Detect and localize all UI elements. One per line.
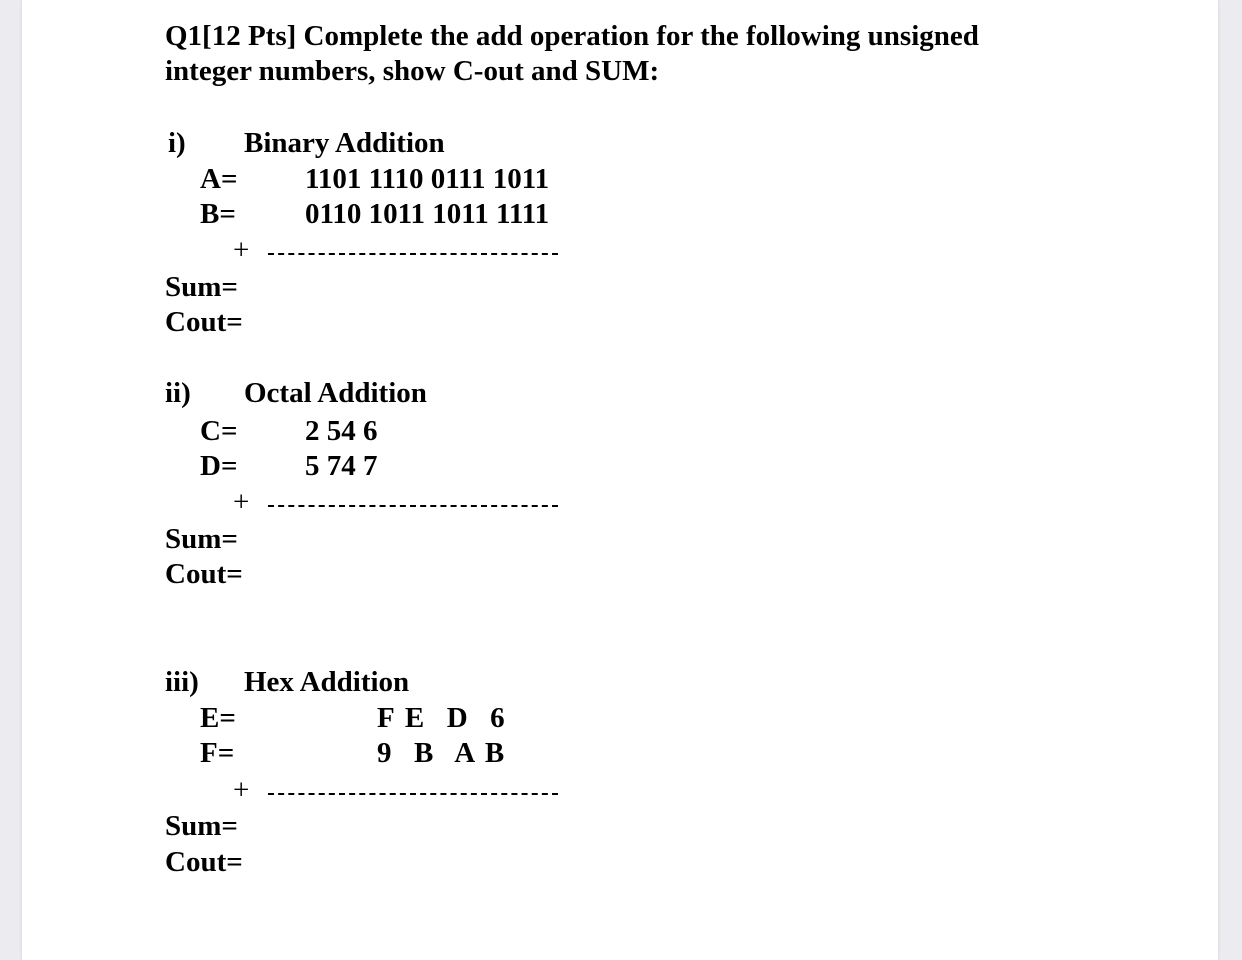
section-title: Binary Addition [244,127,445,159]
operand-label: F= [200,737,235,769]
cout-label: Cout= [165,306,243,338]
sum-label: Sum= [165,810,238,842]
sum-label: Sum= [165,271,238,303]
question-title-line1: Q1[12 Pts] Complete the add operation for the following unsigned [165,20,979,52]
operand-value: 0110 1011 1011 1111 [305,198,550,230]
section-title: Octal Addition [244,377,427,409]
operand-label: A= [200,163,238,195]
sum-divider [268,253,558,255]
section-title: Hex Addition [244,666,410,698]
sum-label: Sum= [165,523,238,555]
plus-sign: + [233,234,250,266]
plus-sign: + [233,486,250,518]
section-number: i) [168,127,186,159]
operand-value: 2 54 6 [305,415,378,447]
section-number: ii) [165,377,191,409]
sum-divider [268,505,558,507]
operand-value: 1101 1110 0111 1011 [305,163,550,195]
question-title-line2: integer numbers, show C-out and SUM: [165,55,660,87]
operand-value: F E D 6 [377,702,505,734]
operand-label: B= [200,198,236,230]
plus-sign: + [233,774,250,806]
operand-label: D= [200,450,238,482]
operand-label: C= [200,415,238,447]
cout-label: Cout= [165,558,243,590]
operand-value: 5 74 7 [305,450,378,482]
sum-divider [268,793,558,795]
operand-value: 9 B A B [377,737,505,769]
cout-label: Cout= [165,846,243,878]
section-number: iii) [165,666,199,698]
operand-label: E= [200,702,236,734]
